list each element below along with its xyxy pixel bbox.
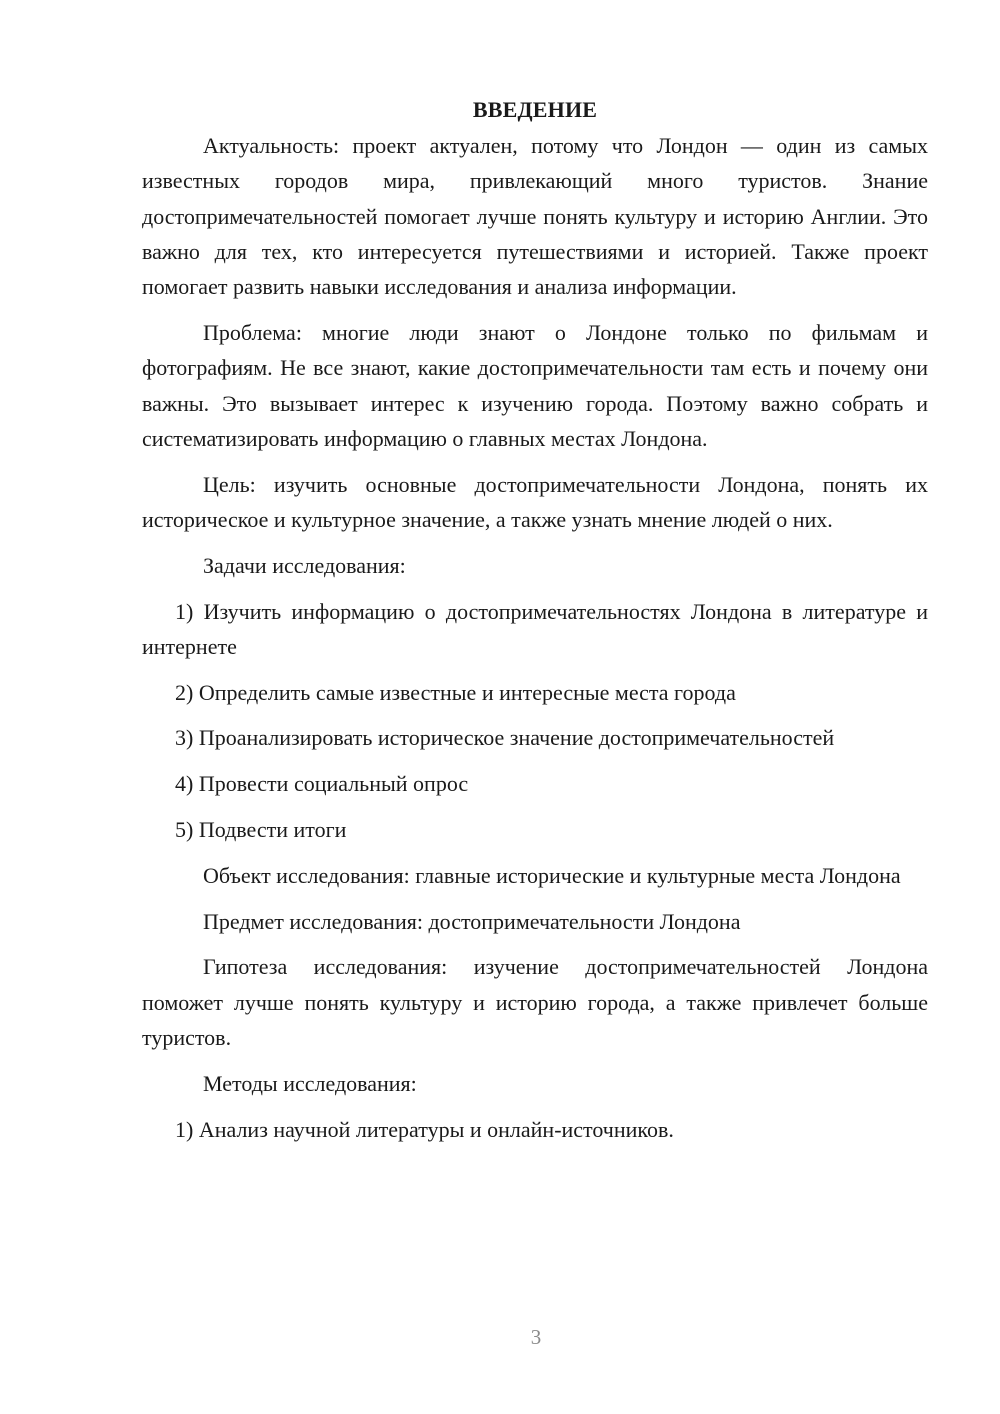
subject-paragraph: Предмет исследования: достопримечательности Лондона xyxy=(203,908,741,934)
task-item-5: 5) Подвести итоги xyxy=(175,817,347,843)
method-item-1: 1) Анализ научной литературы и онлайн-источников. xyxy=(175,1116,674,1142)
methods-title: Методы исследования: xyxy=(203,1070,417,1096)
section-heading: ВВЕДЕНИЕ xyxy=(472,97,598,122)
page-number: 3 xyxy=(530,1325,542,1349)
task-item-1: 1) Изучить информацию о достопримечательностях Лондона в литературе и интернете xyxy=(142,598,928,659)
object-paragraph: Объект исследования: главные исторические и культурные места Лондона xyxy=(203,862,901,888)
hypothesis-paragraph: Гипотеза исследования: изучение достопримечательностей Лондона поможет лучше понять культуру и историю города, а также привлечет больше туристов. xyxy=(142,954,928,1051)
document-page xyxy=(142,92,928,1147)
task-item-4: 4) Провести социальный опрос xyxy=(175,771,469,797)
task-item-3: 3) Проанализировать историческое значение достопримечательностей xyxy=(175,725,835,751)
problem-paragraph: Проблема: многие люди знают о Лондоне только по фильмам и фотографиям. Не все знают, какие достопримечательности там есть и почему они важны. Это вызывает интерес к изучению города. Поэтому важно собрать и систематизировать информацию о главных местах Лондона. xyxy=(142,319,928,451)
task-item-2: 2) Определить самые известные и интересные места города xyxy=(175,679,736,705)
goal-paragraph: Цель: изучить основные достопримечательности Лондона, понять их историческое и культурное значение, а также узнать мнение людей о них. xyxy=(142,471,928,532)
tasks-title: Задачи исследования: xyxy=(203,552,406,578)
relevance-paragraph: Актуальность: проект актуален, потому что Лондон — один из самых известных городов мира, привлекающий много туристов. Знание достопримечательностей помогает лучше понять культуру и историю Англии. Это важно для тех, кто интересуется путешествиями и историей. Также проект помогает развить навыки исследования и анализа информации. xyxy=(142,133,928,300)
